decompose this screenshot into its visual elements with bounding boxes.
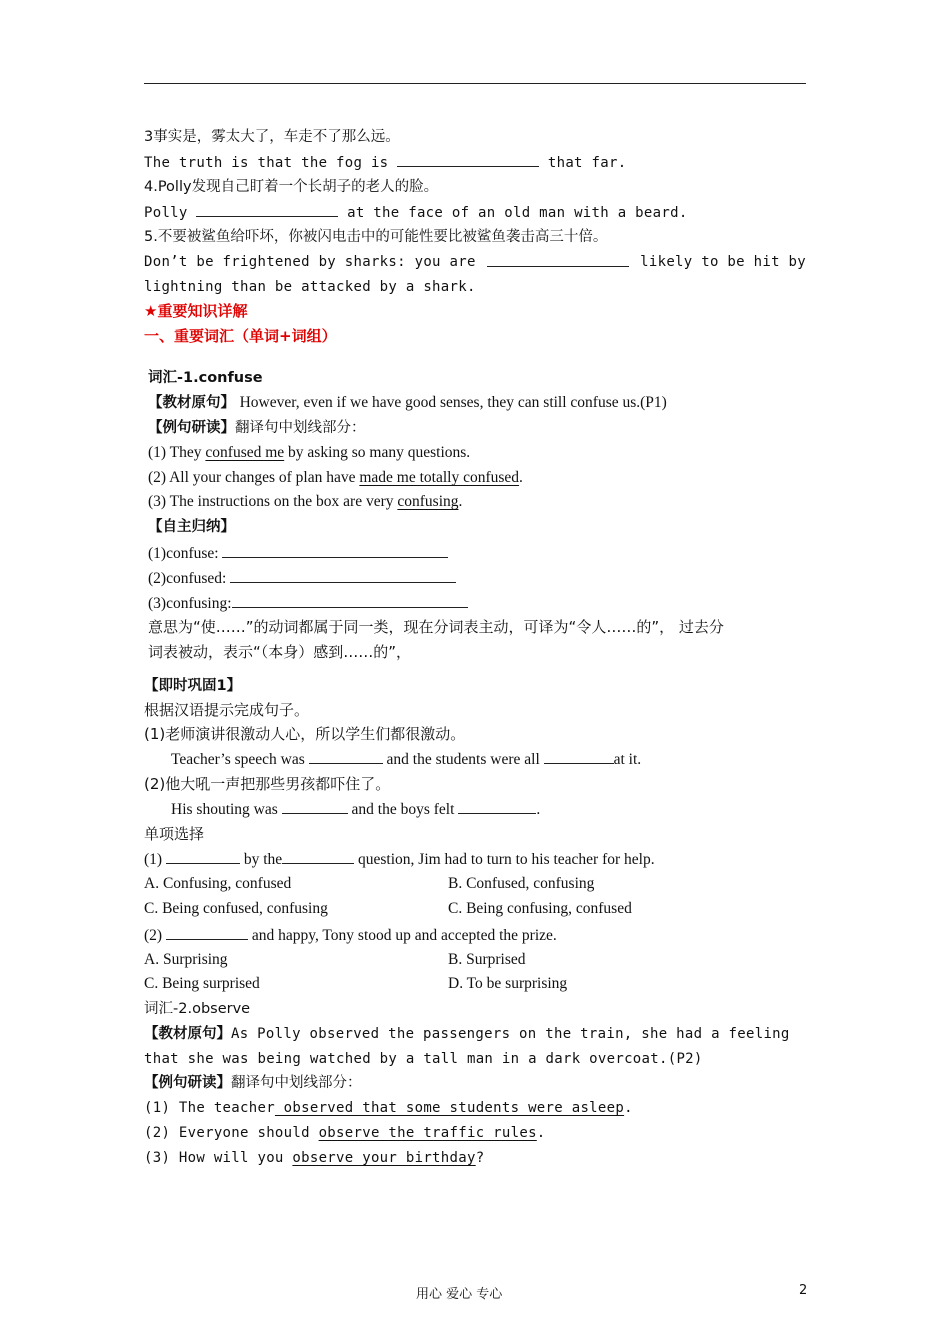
practice1-item2-english: His shouting was and the boys felt . bbox=[171, 801, 541, 818]
practice1-instruction: 根据汉语提示完成句子。 bbox=[144, 701, 310, 719]
vocab2-example-2: (2) Everyone should observe the traffic rules. bbox=[144, 1125, 546, 1141]
q5-english-cont: lightning than be attacked by a shark. bbox=[144, 279, 476, 295]
vocab2-example-3: (3) How will you observe your birthday? bbox=[144, 1150, 485, 1166]
practice1-item1-english: Teacher’s speech was and the students were all at it. bbox=[171, 751, 642, 768]
mc1-option-d[interactable]: C. Being confusing, confused bbox=[448, 900, 632, 917]
practice1-item2-chinese: (2)他大吼一声把那些男孩都吓住了。 bbox=[144, 775, 391, 793]
vocab2-title: 词汇-2.observe bbox=[144, 1001, 251, 1017]
vocab1-example-1: (1) They confused me by asking so many questions. bbox=[148, 444, 471, 461]
vocab1-note-line2: 词表被动，表示“（本身）感到……的”， bbox=[148, 643, 412, 661]
key-knowledge-heading: ★重要知识详解 bbox=[144, 302, 248, 320]
vocab1-note-line1: 意思为“使……”的动词都属于同一类，现在分词表主动，可译为“令人……的”， 过去分 bbox=[148, 618, 724, 636]
practice1-item1-chinese: (1)老师演讲很激动人心，所以学生们都很激动。 bbox=[144, 725, 466, 743]
vocab2-original-cont: that she was being watched by a tall man in a dark overcoat.(P2) bbox=[144, 1051, 703, 1067]
page-footer: 用心 爱心 专心 bbox=[416, 1287, 503, 1302]
answer-blank[interactable] bbox=[487, 252, 629, 267]
q5-chinese: 5.不要被鲨鱼给吓坏，你被闪电击中的可能性要比被鲨鱼袭击高三十倍。 bbox=[144, 229, 608, 245]
answer-blank[interactable] bbox=[458, 799, 536, 814]
answer-blank[interactable] bbox=[282, 849, 354, 864]
vocab1-example-2: (2) All your changes of plan have made me totally confused. bbox=[148, 469, 523, 486]
answer-blank[interactable] bbox=[166, 849, 240, 864]
summary-confused: (2)confused: bbox=[148, 568, 456, 589]
q5-english: Don’t be frightened by sharks: you are likely to be hit by bbox=[144, 254, 806, 270]
mc1-option-a[interactable]: A. Confusing, confused bbox=[144, 875, 292, 892]
mc2-option-b[interactable]: B. Surprised bbox=[448, 951, 526, 968]
summary-confusing: (3)confusing: bbox=[148, 593, 468, 614]
mc2-option-c[interactable]: C. Being surprised bbox=[144, 975, 260, 992]
answer-blank[interactable] bbox=[230, 568, 456, 583]
vocab-heading: 一、重要词汇（单词+词组） bbox=[144, 327, 337, 345]
mc1-option-b[interactable]: B. Confused, confusing bbox=[448, 875, 595, 892]
mc1-question: (1) by the question, Jim had to turn to his teacher for help. bbox=[144, 851, 655, 868]
q4-chinese: 4.Polly发现自己盯着一个长胡子的老人的脸。 bbox=[144, 179, 439, 195]
practice1-label: 【即时巩固1】 bbox=[144, 678, 242, 694]
answer-blank[interactable] bbox=[544, 749, 614, 764]
vocab1-original: 【教材原句】 However, even if we have good senses, they can still confuse us.(P1) bbox=[148, 394, 667, 411]
mc2-question: (2) and happy, Tony stood up and accepted the prize. bbox=[144, 927, 557, 944]
multiple-choice-label: 单项选择 bbox=[144, 825, 205, 843]
vocab1-study: 【例句研读】翻译句中划线部分： bbox=[148, 420, 366, 436]
answer-blank[interactable] bbox=[222, 543, 448, 558]
mc1-option-c[interactable]: C. Being confused, confusing bbox=[144, 900, 328, 917]
mc2-option-d[interactable]: D. To be surprising bbox=[448, 975, 568, 992]
vocab2-original: 【教材原句】As Polly observed the passengers on the train, she had a feeling bbox=[144, 1026, 790, 1042]
q3-english: The truth is that the fog is that far. bbox=[144, 152, 626, 173]
header-rule bbox=[144, 83, 806, 84]
q4-english: Polly at the face of an old man with a beard. bbox=[144, 202, 688, 223]
answer-blank[interactable] bbox=[232, 593, 468, 608]
page-number: 2 bbox=[799, 1283, 808, 1298]
vocab2-study: 【例句研读】翻译句中划线部分： bbox=[144, 1075, 362, 1091]
vocab1-example-3: (3) The instructions on the box are very confusing. bbox=[148, 493, 463, 510]
q3-chinese: 3事实是，雾太大了，车走不了那么远。 bbox=[144, 129, 400, 145]
answer-blank[interactable] bbox=[196, 202, 338, 217]
mc2-option-a[interactable]: A. Surprising bbox=[144, 951, 228, 968]
vocab1-summary-label: 【自主归纳】 bbox=[148, 519, 235, 535]
answer-blank[interactable] bbox=[282, 799, 348, 814]
answer-blank[interactable] bbox=[397, 152, 539, 167]
vocab1-title: 词汇-1.confuse bbox=[148, 370, 263, 386]
vocab2-example-1: (1) The teacher observed that some students were asleep. bbox=[144, 1100, 633, 1116]
summary-confuse: (1)confuse: bbox=[148, 543, 448, 564]
answer-blank[interactable] bbox=[166, 925, 248, 940]
answer-blank[interactable] bbox=[309, 749, 383, 764]
